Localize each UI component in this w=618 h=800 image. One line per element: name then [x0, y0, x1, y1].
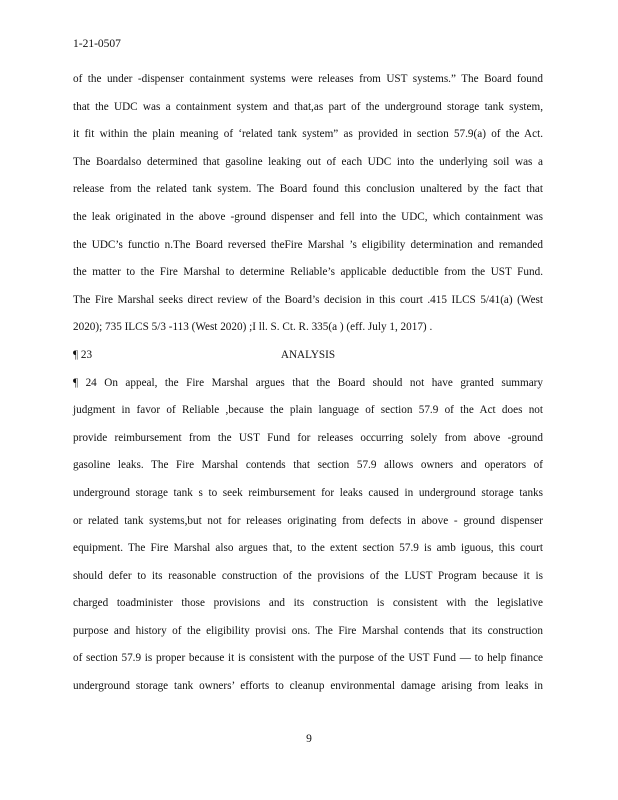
- text-line: it fit within the plain meaning of ‘related tank system” as provided in section 57.9(a) of the Act.: [73, 128, 543, 141]
- text-line: of section 57.9 is proper because it is consistent with the purpose of the UST Fund — to help finance: [73, 652, 543, 665]
- case-number: 1-21-0507: [73, 38, 121, 50]
- paragraph-22-continued: [73, 69, 543, 345]
- text-line: provide reimbursement from the UST Fund for releases occurring solely from above -ground: [73, 431, 543, 444]
- page-number: 9: [306, 733, 312, 745]
- text-line: the UDC’s functio n.The Board reversed theFire Marshal ’s eligibility determination and remanded: [73, 238, 543, 251]
- text-line: that the UDC was a containment system and that,as part of the underground storage tank system,: [73, 100, 543, 113]
- text-line: the leak originated in the above -ground dispenser and fell into the UDC, which containment was: [73, 210, 543, 223]
- text-line: or related tank systems,but not for releases originating from defects in above - ground dispenser: [73, 514, 543, 527]
- paragraph-number: ¶ 23: [73, 348, 93, 361]
- text-line: should defer to its reasonable construction of the provisions of the LUST Program because it is: [73, 569, 543, 582]
- text-line: gasoline leaks. The Fire Marshal contends that section 57.9 allows owners and operators of: [73, 459, 543, 472]
- text-line: ¶ 24 On appeal, the Fire Marshal argues that the Board should not have granted summary: [73, 376, 543, 389]
- text-line: equipment. The Fire Marshal also argues that, to the extent section 57.9 is amb iguous, this court: [73, 542, 543, 555]
- section-heading: ANALYSIS: [280, 348, 336, 361]
- paragraph-24: [73, 373, 543, 704]
- text-line: purpose and history of the eligibility provisi ons. The Fire Marshal contends that its construction: [73, 624, 543, 637]
- text-line: The Fire Marshal seeks direct review of the Board’s decision in this court .415 ILCS 5/41(a) (West: [73, 293, 543, 306]
- text-line: release from the related tank system. The Board found this conclusion unaltered by the fact that: [73, 183, 543, 196]
- text-line: 2020); 735 ILCS 5/3 -113 (West 2020) ;I ll. S. Ct. R. 335(a ) (eff. July 1, 2017) .: [73, 321, 433, 334]
- text-line: judgment in favor of Reliable ,because the plain language of section 57.9 of the Act does not: [73, 404, 543, 417]
- text-line: The Boardalso determined that gasoline leaking out of each UDC into the underlying soil was a: [73, 155, 543, 168]
- text-line: underground storage tank s to seek reimbursement for leaks caused in underground storage tanks: [73, 486, 543, 499]
- body-text: [73, 69, 543, 704]
- section-heading-row: [73, 345, 543, 373]
- text-line: of the under -dispenser containment systems were releases from UST systems.” The Board found: [73, 73, 543, 85]
- text-line: charged toadminister those provisions and its construction is consistent with the legislative: [73, 597, 543, 610]
- text-line: the matter to the Fire Marshal to determine Reliable’s applicable deductible from the UST Fund.: [73, 266, 543, 279]
- text-line: underground storage tank owners’ efforts to cleanup environmental damage arising from leaks in: [73, 680, 543, 693]
